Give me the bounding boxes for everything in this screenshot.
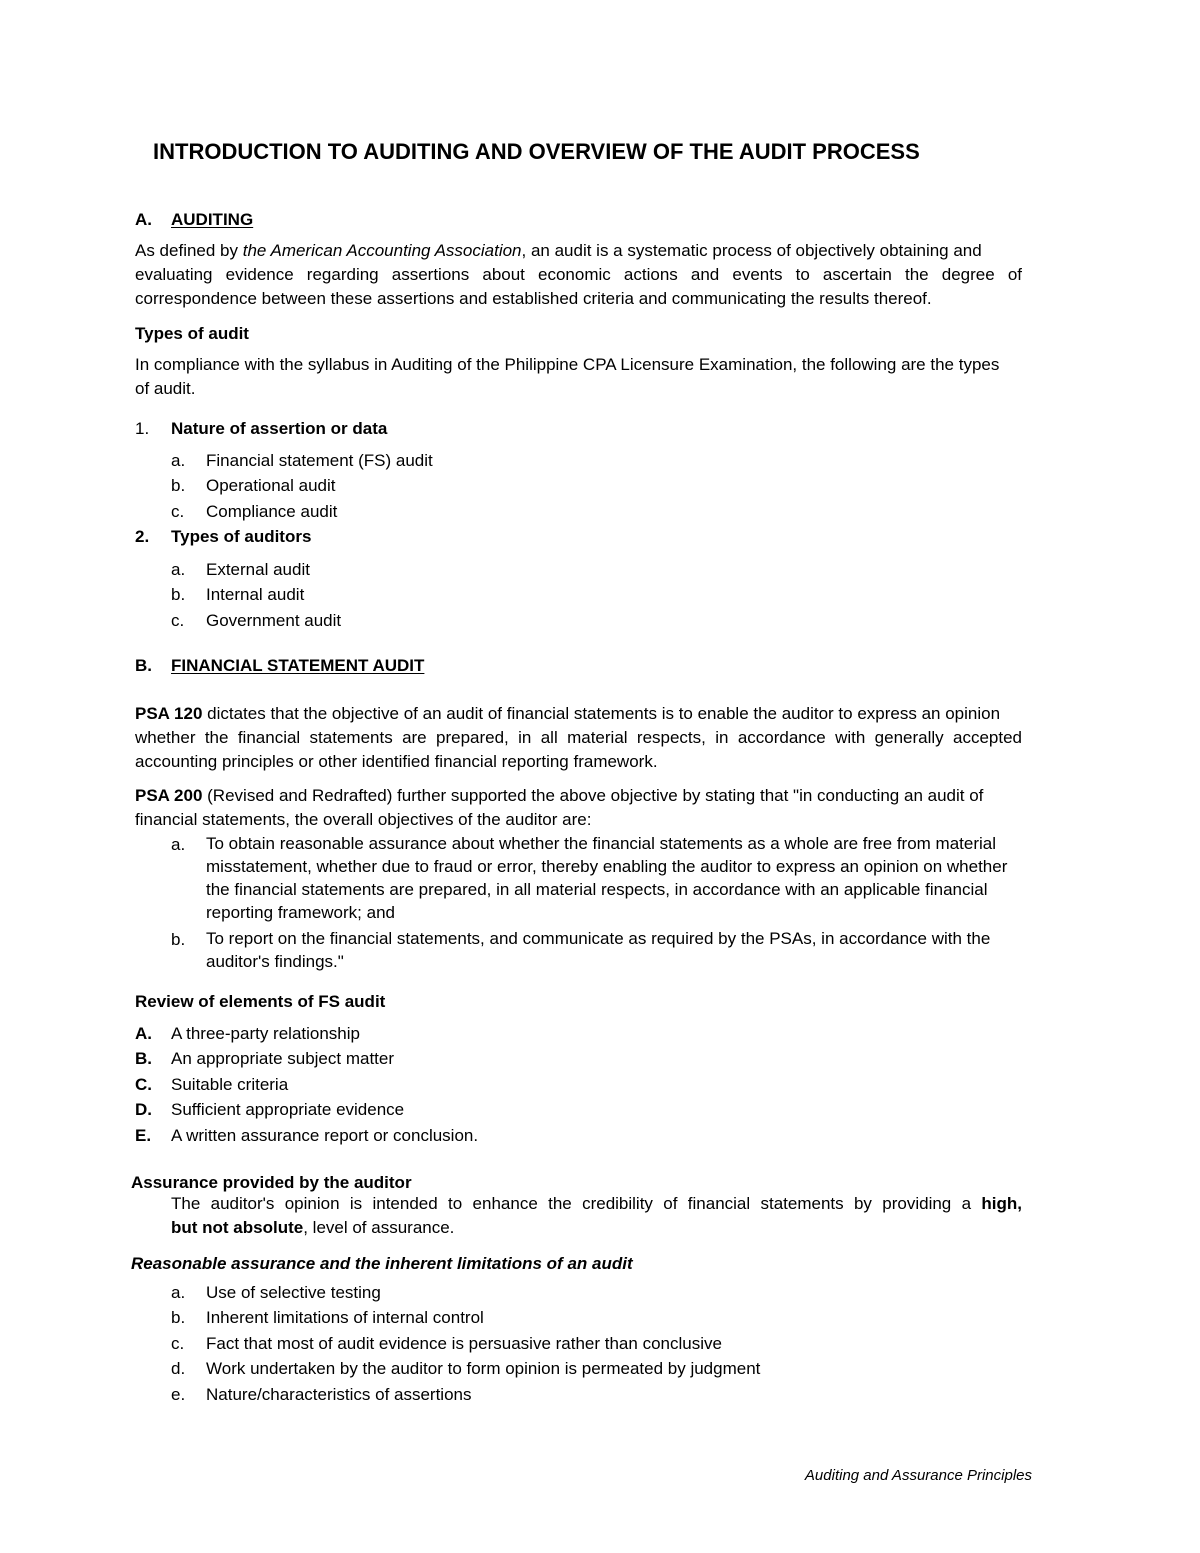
assurance-heading: Assurance provided by the auditor xyxy=(131,1173,412,1192)
limitation-letter: c. xyxy=(171,1334,185,1353)
list-item: Government audit xyxy=(206,611,342,630)
element-item: An appropriate subject matter xyxy=(171,1049,395,1068)
list-item-letter: c. xyxy=(171,502,185,521)
limitation-letter: b. xyxy=(171,1308,186,1327)
section-b-heading: FINANCIAL STATEMENT AUDIT xyxy=(171,656,425,675)
definition-line-2: evaluating evidence regarding assertions about economic actions and events to ascertain the degree of xyxy=(135,265,1022,284)
psa120-line-2: whether the financial statements are prepared, in all material respects, in accordance with generally accepted xyxy=(135,728,1022,747)
list-item: Financial statement (FS) audit xyxy=(206,451,433,470)
review-heading: Review of elements of FS audit xyxy=(135,992,386,1011)
psa200-paragraph xyxy=(135,784,1022,832)
list-item: Internal audit xyxy=(206,585,305,604)
section-a-letter: A. xyxy=(135,210,152,229)
element-item: A three-party relationship xyxy=(171,1024,360,1043)
objective-a xyxy=(206,832,1007,924)
group-2-number: 2. xyxy=(135,527,150,546)
group-1-label: Nature of assertion or data xyxy=(171,419,388,438)
assurance-line-1: The auditor's opinion is intended to enhance the credibility of financial statements by providing a high, xyxy=(171,1194,1022,1213)
list-item-letter: c. xyxy=(171,611,185,630)
objective-b-line: auditor's findings." xyxy=(206,952,344,971)
element-item: A written assurance report or conclusion. xyxy=(171,1126,479,1145)
objective-letter: b. xyxy=(171,930,186,949)
types-intro-line-2: of audit. xyxy=(135,379,196,398)
objective-a-line: misstatement, whether due to fraud or error, thereby enabling the auditor to express an opinion on whether xyxy=(206,857,1008,876)
element-letter: B. xyxy=(135,1049,152,1068)
objective-letter: a. xyxy=(171,835,186,854)
definition-line-3: correspondence between these assertions and established criteria and communicating the results thereof. xyxy=(135,289,932,308)
section-b-letter: B. xyxy=(135,656,152,675)
list-item: Operational audit xyxy=(206,476,336,495)
list-item-letter: b. xyxy=(171,476,186,495)
types-intro-line-1: In compliance with the syllabus in Auditing of the Philippine CPA Licensure Examination, the following are the types xyxy=(135,355,1000,374)
psa120-line-3: accounting principles or other identified financial reporting framework. xyxy=(135,752,658,771)
psa120-paragraph xyxy=(135,702,1022,774)
objective-a-line: the financial statements are prepared, in all material respects, in accordance with an applicable financial xyxy=(206,880,988,899)
list-item: External audit xyxy=(206,560,310,579)
objective-b-line: To report on the financial statements, and communicate as required by the PSAs, in accordance with the xyxy=(206,929,991,948)
objective-b xyxy=(206,927,990,973)
psa200-line-1: PSA 200 (Revised and Redrafted) further supported the above objective by stating that "in conducting an audit of xyxy=(135,786,984,805)
limitation-letter: a. xyxy=(171,1283,186,1302)
group-2-label: Types of auditors xyxy=(171,527,312,546)
limitation-item: Inherent limitations of internal control xyxy=(206,1308,484,1327)
group-1-number: 1. xyxy=(135,419,150,438)
element-item: Suitable criteria xyxy=(171,1075,289,1094)
limitation-item: Fact that most of audit evidence is persuasive rather than conclusive xyxy=(206,1334,722,1353)
types-of-audit-heading: Types of audit xyxy=(135,324,249,343)
element-item: Sufficient appropriate evidence xyxy=(171,1100,405,1119)
list-item-letter: a. xyxy=(171,451,186,470)
types-intro-paragraph xyxy=(135,353,1022,401)
list-item: Compliance audit xyxy=(206,502,338,521)
element-letter: C. xyxy=(135,1075,152,1094)
list-item-letter: b. xyxy=(171,585,186,604)
page-footer: Auditing and Assurance Principles xyxy=(804,1467,1032,1484)
limitations-heading: Reasonable assurance and the inherent limitations of an audit xyxy=(131,1254,633,1273)
limitation-item: Nature/characteristics of assertions xyxy=(206,1385,472,1404)
psa200-line-2: financial statements, the overall objectives of the auditor are: xyxy=(135,810,592,829)
limitation-letter: e. xyxy=(171,1385,186,1404)
limitation-letter: d. xyxy=(171,1359,186,1378)
assurance-paragraph xyxy=(171,1192,1022,1240)
element-letter: A. xyxy=(135,1024,152,1043)
page-title: INTRODUCTION TO AUDITING AND OVERVIEW OF THE AUDIT PROCESS xyxy=(153,139,920,164)
definition-line-1: As defined by the American Accounting Association, an audit is a systematic process of objectively obtaining and xyxy=(135,241,982,260)
definition-paragraph xyxy=(135,239,1022,311)
element-letter: E. xyxy=(135,1126,152,1145)
assurance-line-2: but not absolute, level of assurance. xyxy=(171,1218,455,1237)
psa120-line-1: PSA 120 dictates that the objective of an audit of financial statements is to enable the auditor to express an opinion xyxy=(135,704,1001,723)
element-letter: D. xyxy=(135,1100,152,1119)
section-a-heading: AUDITING xyxy=(171,210,254,229)
limitation-item: Work undertaken by the auditor to form opinion is permeated by judgment xyxy=(206,1359,761,1378)
limitation-item: Use of selective testing xyxy=(206,1283,381,1302)
list-item-letter: a. xyxy=(171,560,186,579)
objective-a-line: To obtain reasonable assurance about whether the financial statements as a whole are free from material xyxy=(206,834,997,853)
objective-a-line: reporting framework; and xyxy=(206,903,395,922)
